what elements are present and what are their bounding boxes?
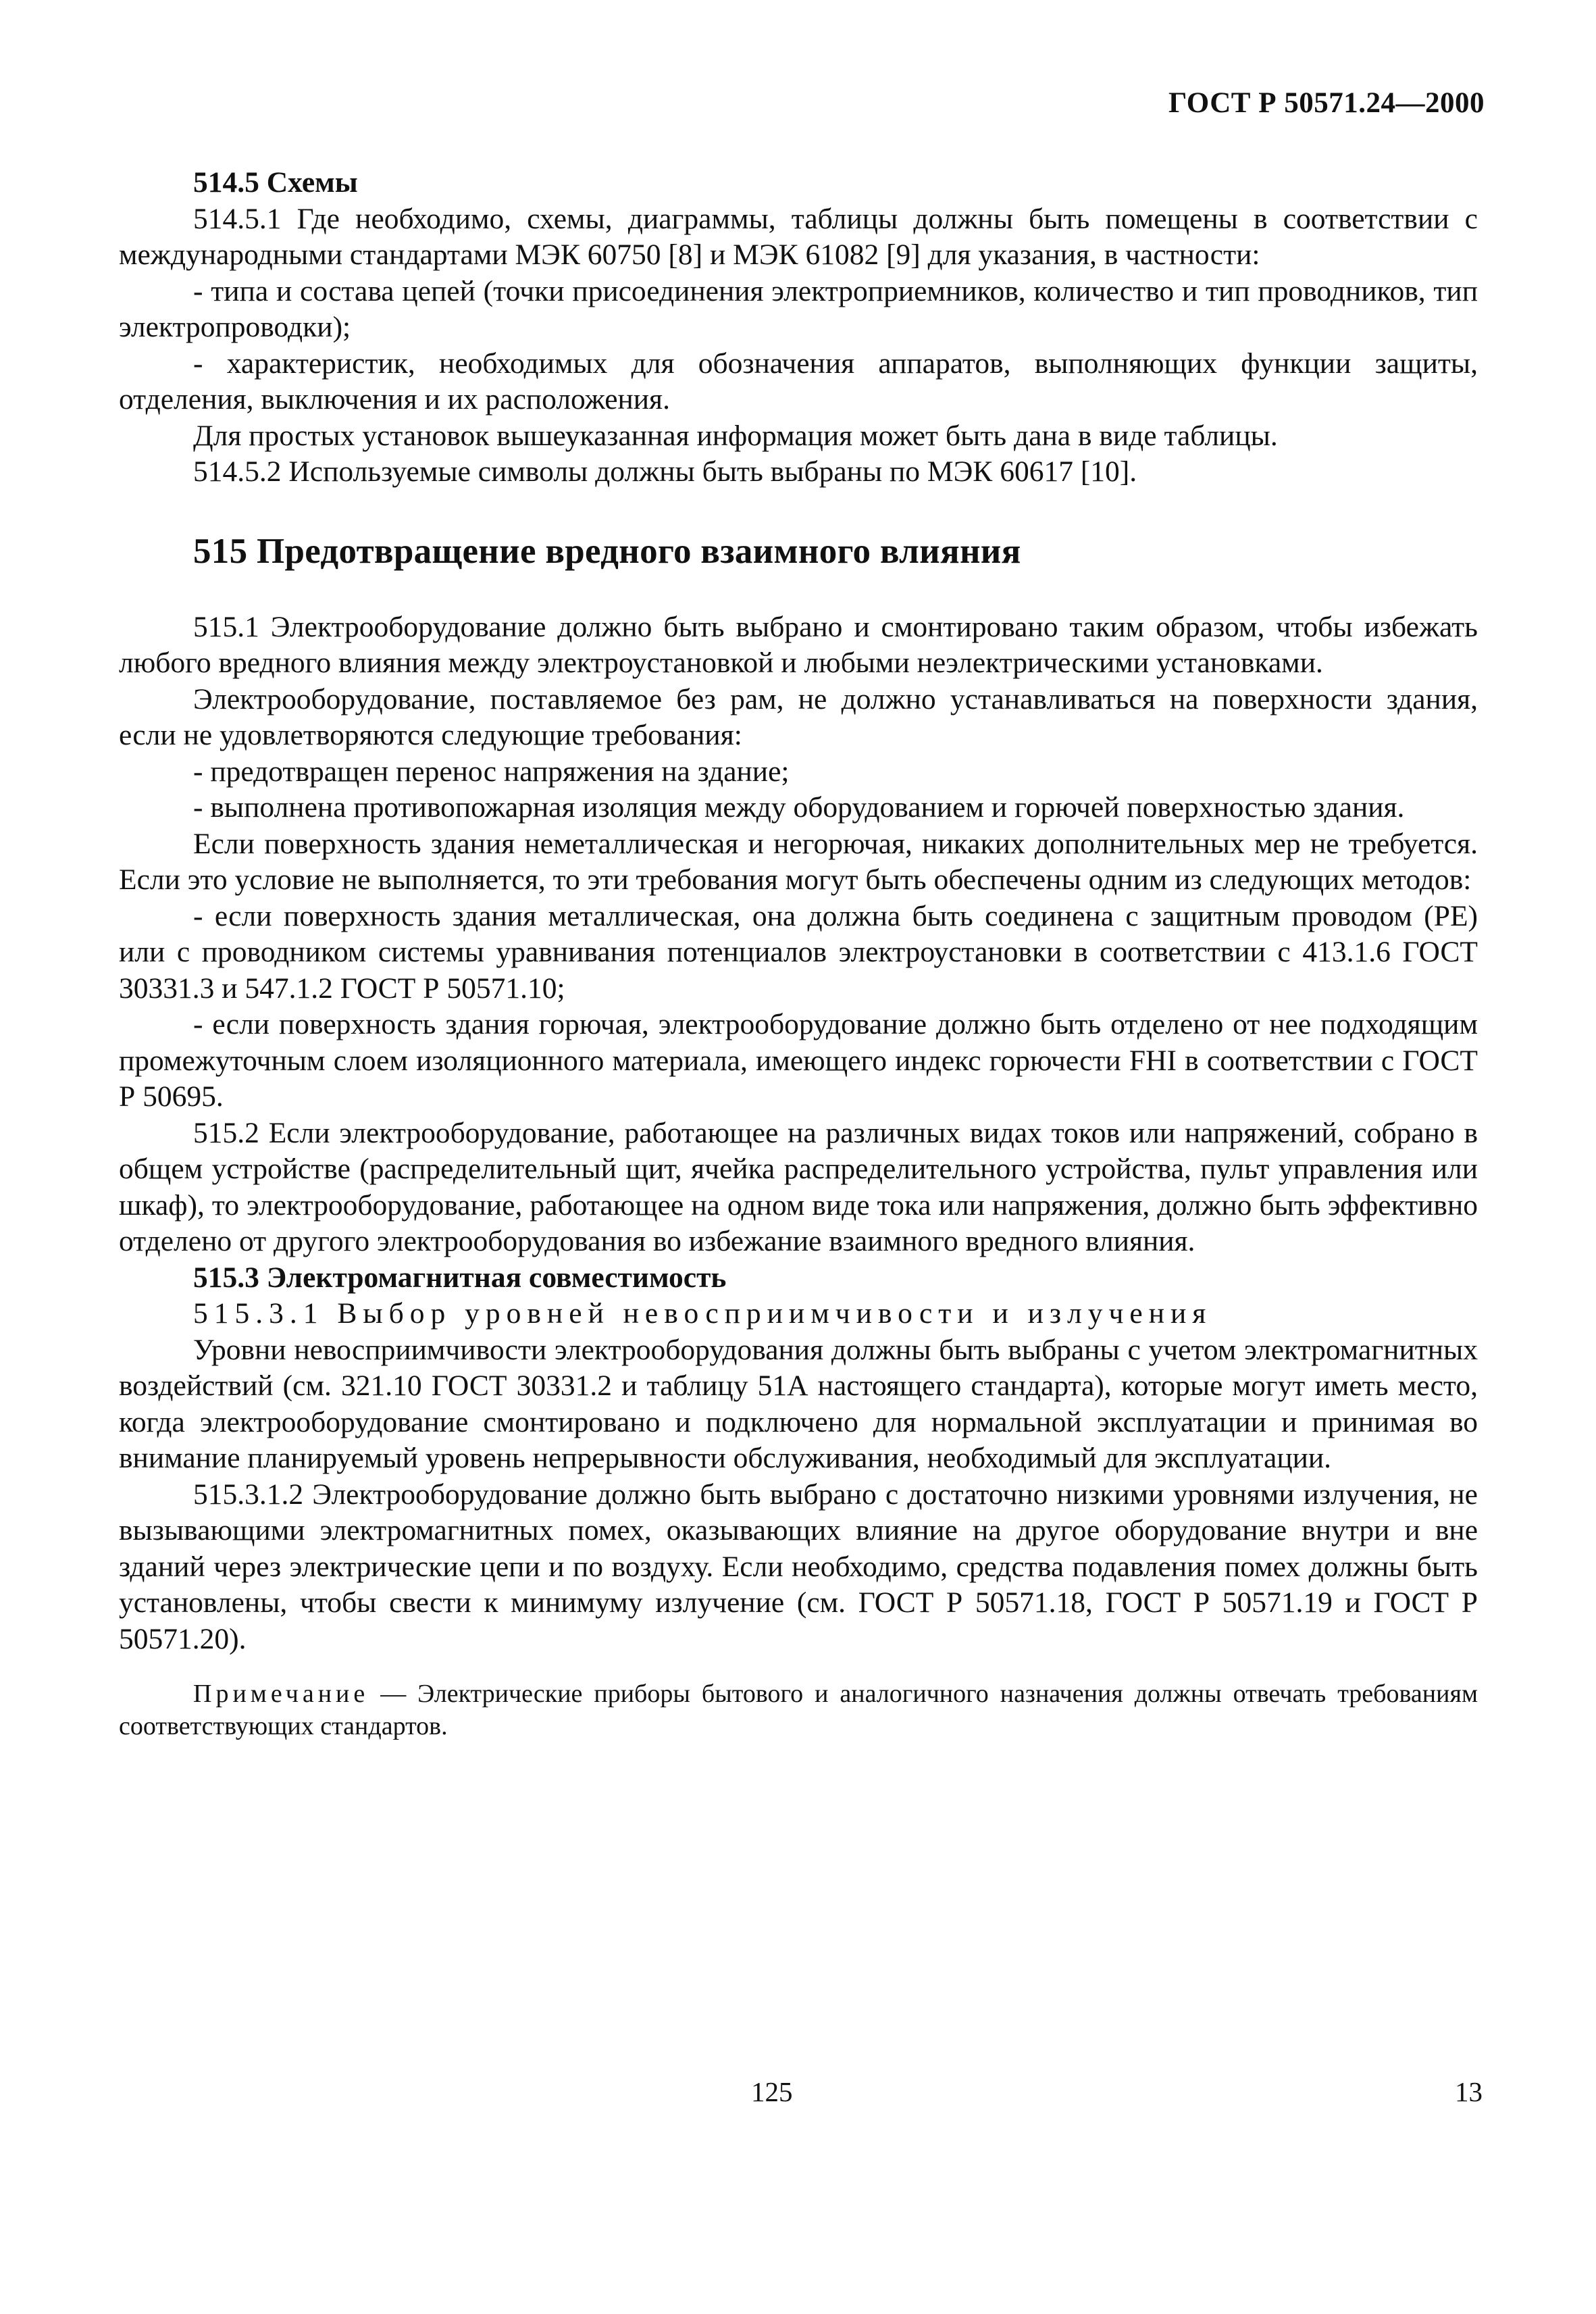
document-body <box>119 165 1478 1742</box>
bullet-voltage-transfer: - предотвращен перенос напряжения на здание; <box>193 755 790 788</box>
page-number: 125 <box>751 2076 793 2107</box>
bullet-characteristics: - характеристик, необходимых для обозначения аппаратов, выполняющих функции защиты, отделения, выключения и их расположения. <box>119 347 1478 416</box>
note-text: — Электрические приборы бытового и аналогичного назначения должны отвечать требованиям соответствующих стандартов. <box>119 1680 1478 1740</box>
bullet-metallic-surface: - если поверхность здания металлическая, она должна быть соединена с защитным проводом (PE) или с проводником системы уравнивания потенциалов электроустановки в соответствии с 413.1.6 ГОСТ 30331.3 и 547.1.2 ГОСТ Р 50571.10; <box>119 899 1478 1005</box>
bullet-fire-insulation: - выполнена противопожарная изоляция между оборудованием и горючей поверхностью здания. <box>193 791 1405 824</box>
paragraph-515-2: 515.2 Если электрооборудование, работающее на различных видах токов или напряжений, собрано в общем устройстве (распределительный щит, ячейка распределительного устройства, пульт управления или шкаф), то электрооборудование, работающее на одном виде тока или напряжения, должно быть эффективно отделено от другого электрооборудования во избежание взаимного вредного влияния. <box>119 1116 1478 1257</box>
note-label: Примечание <box>193 1680 369 1708</box>
standard-designation: ГОСТ Р 50571.24—2000 <box>1168 87 1485 119</box>
paragraph-no-frame-equipment: Электрооборудование, поставляемое без рам, не должно устанавливаться на поверхности здания, если не удовлетворяются следующие требования: <box>119 682 1478 751</box>
bullet-combustible-surface: - если поверхность здания горючая, электрооборудование должно быть отделено от нее подходящим промежуточным слоем изоляционного материала, имеющего индекс горючести FHI в соответствии с ГОСТ Р 50695. <box>119 1008 1478 1113</box>
paragraph-515-1: 515.1 Электрооборудование должно быть выбрано и смонтировано таким образом, чтобы избежать любого вредного влияния между электроустановкой и любыми неэлектрическими установками. <box>119 610 1478 679</box>
bullet-circuits: - типа и состава цепей (точки присоединения электроприемников, количество и тип проводников, тип электропроводки); <box>119 274 1478 343</box>
paragraph-non-metallic-surface: Если поверхность здания неметаллическая и негорючая, никаких дополнительных мер не требуется. Если это условие не выполняется, то эти требования могут быть обеспечены одним из следующих методов: <box>119 827 1478 896</box>
subsection-title-514-5: 514.5 Схемы <box>193 166 358 199</box>
subsection-title-515-3-1: 515.3.1 Выбор уровней невосприимчивости и излучения <box>193 1297 1212 1330</box>
paragraph-514-5-2: 514.5.2 Используемые символы должны быть выбраны по МЭК 60617 [10]. <box>193 455 1137 488</box>
paragraph-simple-installations: Для простых установок вышеуказанная информация может быть дана в виде таблицы. <box>193 419 1278 452</box>
section-title-515: 515 Предотвращение вредного взаимного влияния <box>193 531 1021 571</box>
sheet-number: 13 <box>1455 2076 1483 2107</box>
paragraph-514-5-1: 514.5.1 Где необходимо, схемы, диаграммы, таблицы должны быть помещены в соответствии с международными стандартами МЭК 60750 [8] и МЭК 61082 [9] для указания, в частности: <box>119 202 1478 271</box>
note <box>119 1678 1478 1742</box>
subsection-title-515-3: 515.3 Электромагнитная совместимость <box>193 1261 727 1294</box>
paragraph-515-3-1-2: 515.3.1.2 Электрооборудование должно быть выбрано с достаточно низкими уровнями излучения, не вызывающими электромагнитных помех, оказывающих влияние на другое оборудование внутри и вне зданий через электрические цепи и по воздуху. Если необходимо, средства подавления помех должны быть установлены, чтобы свести к минимуму излучение (см. ГОСТ Р 50571.18, ГОСТ Р 50571.19 и ГОСТ Р 50571.20). <box>119 1478 1478 1655</box>
paragraph-immunity-levels: Уровни невосприимчивости электрооборудования должны быть выбраны с учетом электромагнитных воздействий (см. 321.10 ГОСТ 30331.2 и таблицу 51А настоящего стандарта), которые могут иметь место, когда электрооборудование смонтировано и подключено для нормальной эксплуатации и принимая во внимание планируемый уровень непрерывности обслуживания, необходимый для эксплуатации. <box>119 1333 1478 1474</box>
